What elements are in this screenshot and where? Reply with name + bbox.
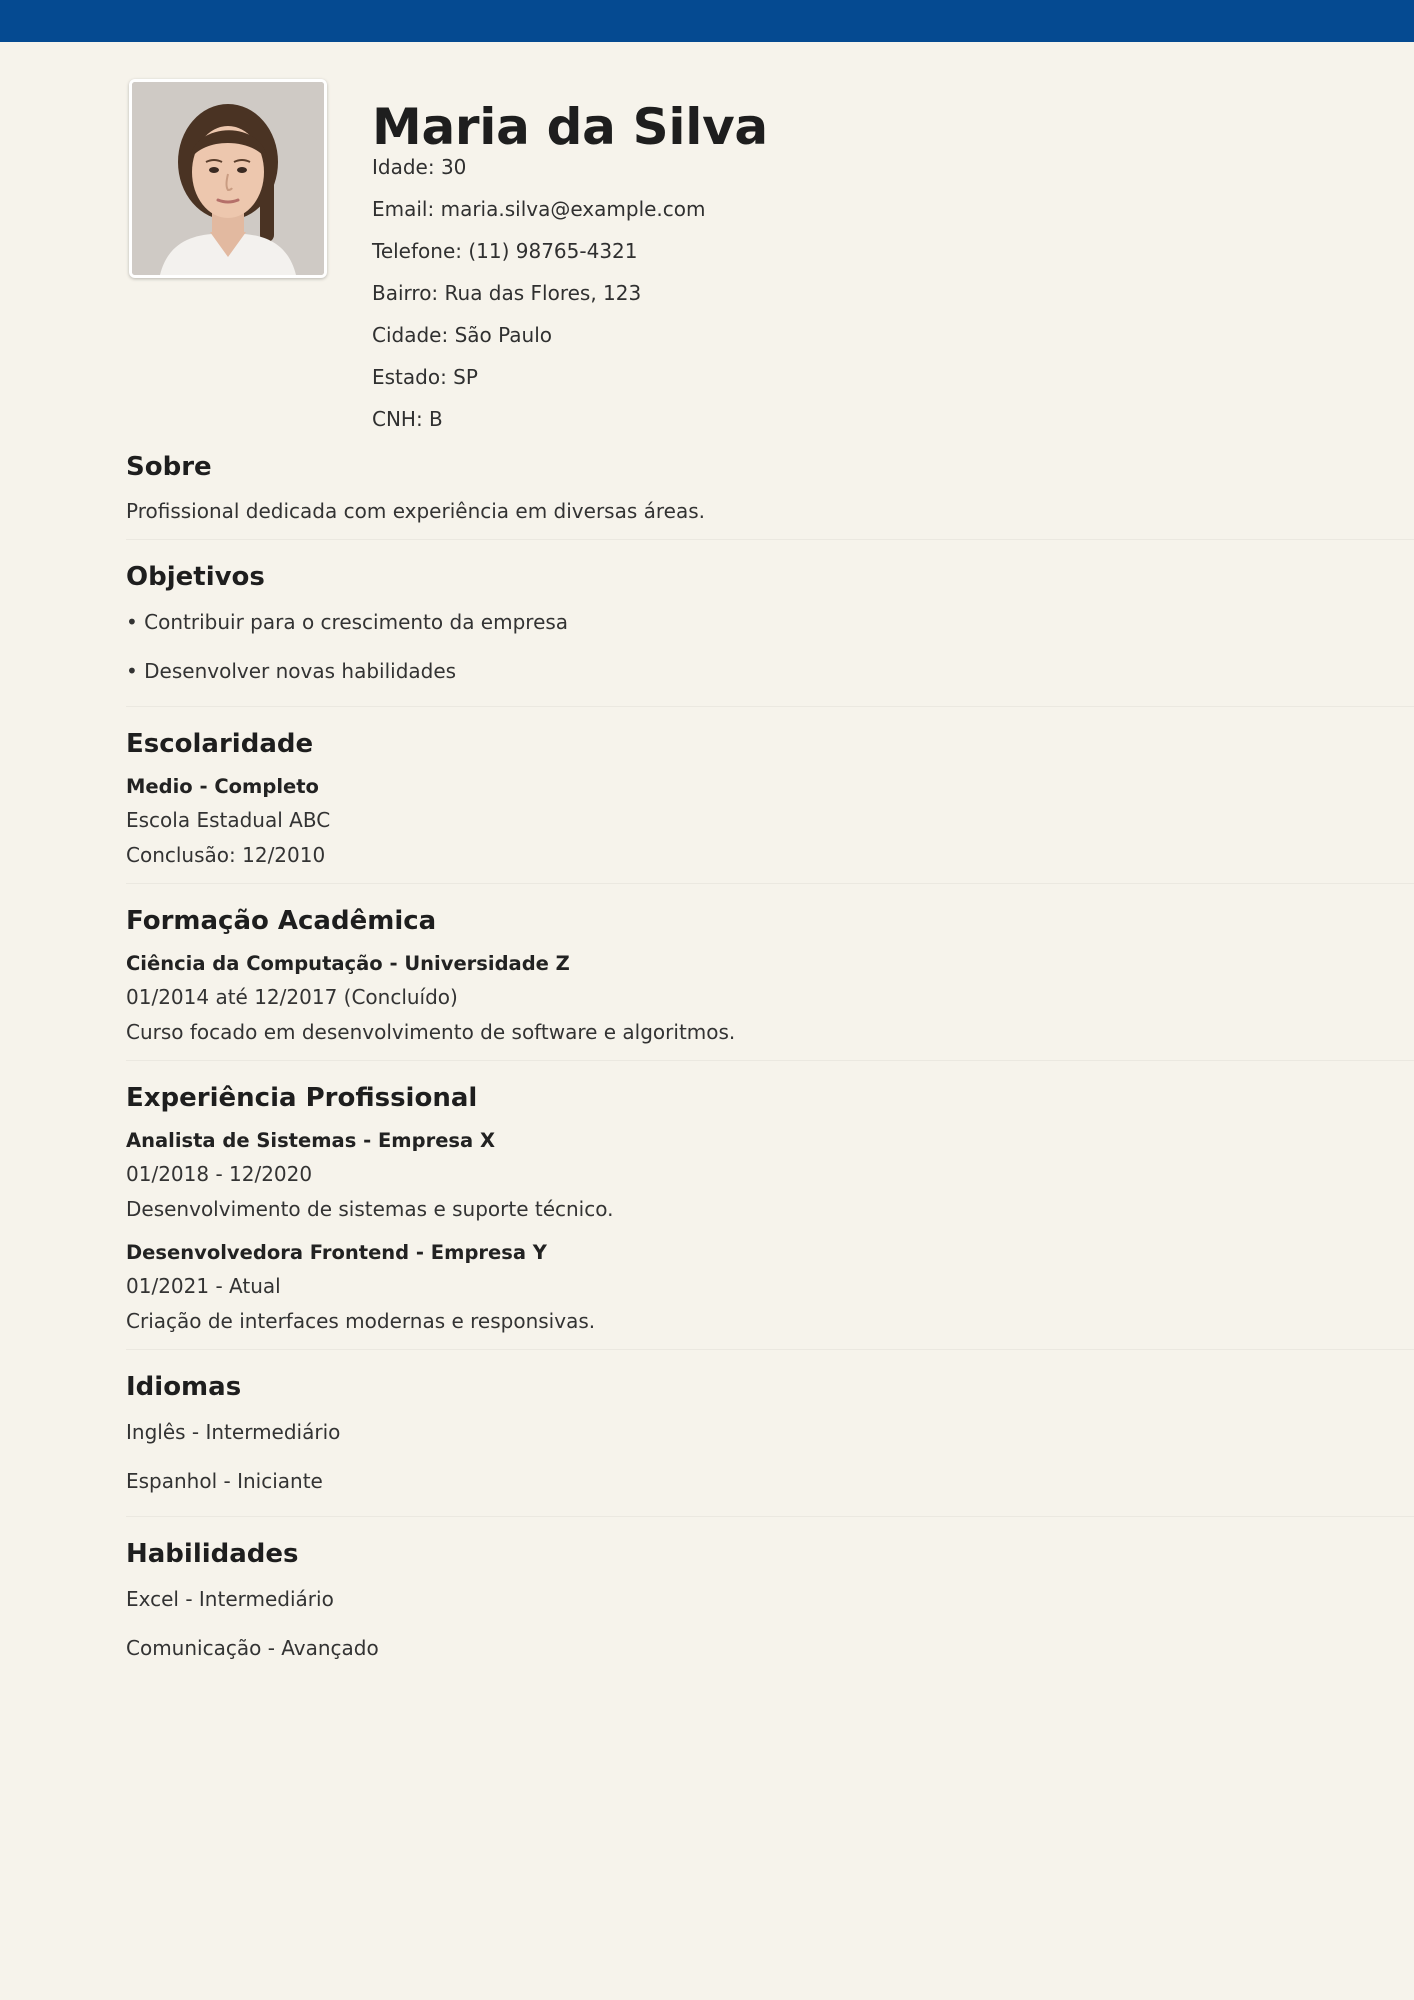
section-title: Escolaridade	[126, 729, 314, 759]
language-item: Inglês - Intermediário	[126, 1420, 341, 1444]
skill-item: Excel - Intermediário	[126, 1587, 334, 1611]
about-text: Profissional dedicada com experiência em diversas áreas.	[126, 499, 705, 523]
section-formacao	[126, 904, 1414, 1061]
course-title: Ciência da Computação - Universidade Z	[126, 952, 570, 975]
language-item: Espanhol - Iniciante	[126, 1469, 323, 1493]
contact-neighborhood: Bairro: Rua das Flores, 123	[372, 281, 642, 305]
top-bar	[0, 0, 1414, 42]
completion-date: Conclusão: 12/2010	[126, 843, 326, 867]
skill-item: Comunicação - Avançado	[126, 1636, 379, 1660]
school-name: Escola Estadual ABC	[126, 808, 331, 832]
resume-page	[126, 78, 1414, 1703]
section-title: Objetivos	[126, 562, 265, 592]
section-title: Idiomas	[126, 1372, 242, 1402]
objective-item: • Contribuir para o crescimento da empresa	[126, 610, 569, 634]
portrait-illustration	[132, 82, 324, 275]
section-objetivos	[126, 560, 1414, 707]
course-period: 01/2014 até 12/2017 (Concluído)	[126, 985, 458, 1009]
contact-email: Email: maria.silva@example.com	[372, 197, 706, 221]
job-role: Desenvolvedora Frontend - Empresa Y	[126, 1241, 547, 1264]
section-experiencia	[126, 1081, 1414, 1350]
job-entry	[126, 1125, 1414, 1227]
contact-info	[372, 98, 768, 440]
job-role: Analista de Sistemas - Empresa X	[126, 1129, 496, 1152]
job-period: 01/2018 - 12/2020	[126, 1162, 313, 1186]
job-period: 01/2021 - Atual	[126, 1274, 281, 1298]
job-entry	[126, 1237, 1414, 1339]
section-title: Sobre	[126, 452, 212, 482]
section-idiomas	[126, 1370, 1414, 1517]
contact-phone: Telefone: (11) 98765-4321	[372, 239, 638, 263]
contact-state: Estado: SP	[372, 365, 478, 389]
objective-item: • Desenvolver novas habilidades	[126, 659, 457, 683]
section-sobre	[126, 450, 1414, 540]
section-title: Habilidades	[126, 1539, 299, 1569]
job-description: Criação de interfaces modernas e responsivas.	[126, 1309, 596, 1333]
education-level: Medio - Completo	[126, 775, 319, 798]
section-title: Formação Acadêmica	[126, 906, 437, 936]
section-title: Experiência Profissional	[126, 1083, 478, 1113]
resume-header	[126, 78, 1414, 450]
full-name: Maria da Silva	[372, 98, 768, 156]
profile-photo	[129, 79, 327, 278]
course-description: Curso focado em desenvolvimento de software e algoritmos.	[126, 1020, 736, 1044]
contact-age: Idade: 30	[372, 155, 467, 179]
section-escolaridade	[126, 727, 1414, 884]
section-habilidades	[126, 1537, 1414, 1683]
job-description: Desenvolvimento de sistemas e suporte técnico.	[126, 1197, 614, 1221]
contact-city: Cidade: São Paulo	[372, 323, 552, 347]
contact-license: CNH: B	[372, 407, 443, 431]
